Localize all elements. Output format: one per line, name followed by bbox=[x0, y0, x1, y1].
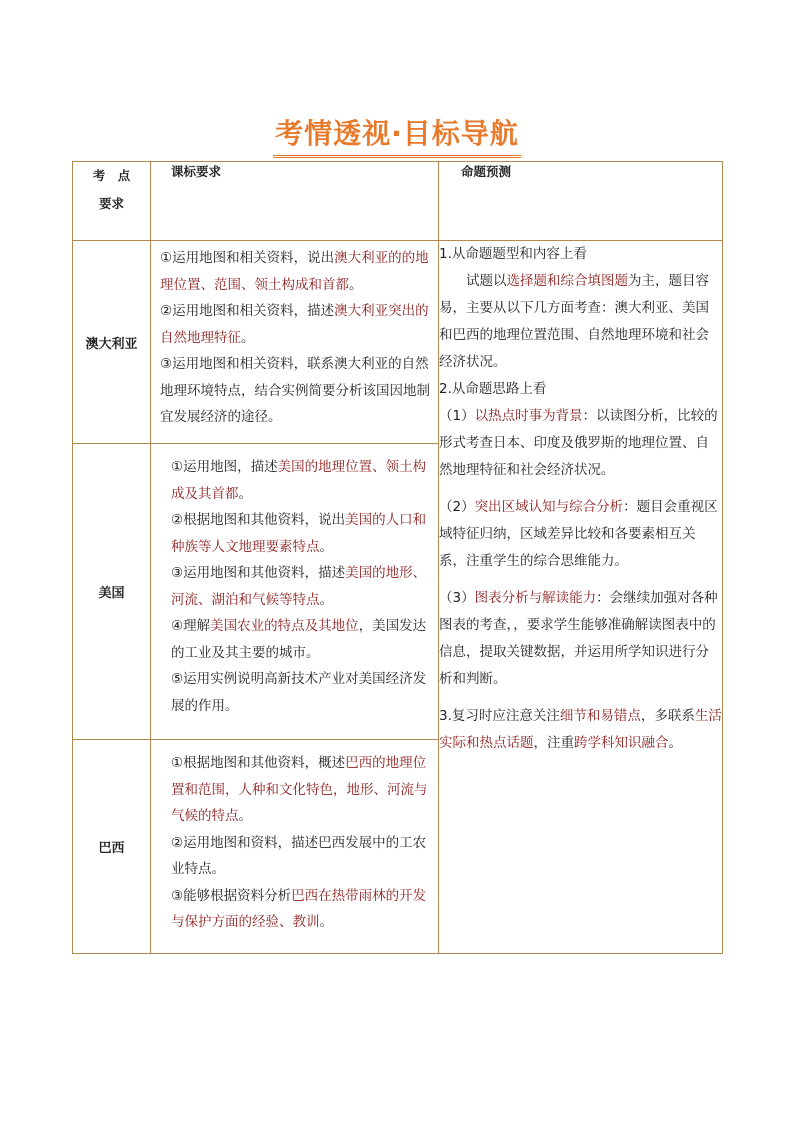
text-run: （1） bbox=[439, 408, 475, 424]
highlight-text: 选择题和综合填图题 bbox=[506, 273, 628, 289]
highlight-text: 美国的地形、河流、湖泊和气候等特点 bbox=[171, 565, 427, 608]
text-run: ，美国发达的工业及其主要的城市。 bbox=[171, 618, 427, 661]
highlight-text: 美国农业的特点及其地位 bbox=[210, 618, 359, 634]
text-run: （3） bbox=[439, 590, 475, 606]
requirement-item bbox=[171, 830, 432, 883]
prediction-paragraph bbox=[439, 376, 722, 403]
text-run: 。 bbox=[349, 276, 363, 293]
requirements-list bbox=[151, 444, 438, 725]
text-run: 。 bbox=[238, 808, 252, 824]
text-run: ②根据地图和其他资料，说出 bbox=[171, 512, 346, 528]
text-run: ③运用地图和相关资料，联系澳大利亚的自然地理环境特点，结合实例简要分析该国因地制宜发展经济的途径。 bbox=[160, 356, 430, 425]
requirements-usa bbox=[151, 444, 439, 740]
text-run: ①根据地图和其他资料，概述 bbox=[171, 755, 346, 771]
highlight-text: 以热点时事为背景 bbox=[474, 408, 583, 424]
text-run: 为主，题目容易，主要从以下几方面考查：澳大利亚、美国和巴西的地理位置范围、自然地理环境和社会经济状况。 bbox=[439, 273, 709, 370]
text-run: 。 bbox=[241, 329, 255, 346]
prediction-text bbox=[439, 241, 722, 757]
highlight-text: 巴西在热带雨林的开发与保护方面的经验、教训 bbox=[171, 887, 427, 930]
text-run: 。 bbox=[319, 914, 333, 930]
prediction-paragraph bbox=[439, 268, 722, 376]
text-run: ，多联系 bbox=[640, 708, 695, 724]
header-curriculum: 课标要求 bbox=[151, 162, 439, 241]
highlight-text: 跨学科知识融合 bbox=[574, 735, 669, 751]
prediction-paragraph bbox=[439, 241, 722, 268]
prediction-paragraph bbox=[439, 403, 722, 484]
highlight-text: 图表分析与解读能力 bbox=[474, 590, 597, 606]
highlight-text: 巴西的地理位置和范围，人种和文化特色，地形、河流与气候的特点 bbox=[171, 755, 428, 824]
prediction-cell bbox=[439, 241, 723, 954]
highlight-text: 澳大利亚的的地理位置、范围、领土构成和首都 bbox=[160, 250, 429, 293]
exam-point-usa: 美国 bbox=[73, 444, 151, 740]
text-run: ：题目会重视区域特征归纳，区域差异比较和各要素相互关系，注重学生的综合思维能力。 bbox=[439, 499, 718, 569]
requirement-item bbox=[171, 750, 432, 830]
requirement-item bbox=[171, 883, 432, 936]
text-run: ：以读图分析，比较的形式考查日本、印度及俄罗斯的地理位置、自然地理特征和社会经济状况。 bbox=[439, 408, 718, 478]
requirements-brazil bbox=[151, 740, 439, 954]
requirement-item bbox=[171, 613, 432, 666]
text-run: 3.复习时应注意关注 bbox=[439, 708, 560, 724]
requirements-list bbox=[151, 241, 438, 437]
highlight-text: 澳大利亚突出的自然地理特征 bbox=[160, 303, 429, 346]
text-run: ①运用地图和相关资料，说出 bbox=[160, 250, 335, 266]
requirements-australia bbox=[151, 241, 439, 444]
header-exam-point-line2: 要求 bbox=[98, 196, 124, 211]
exam-table bbox=[72, 161, 723, 954]
table-row-australia bbox=[73, 241, 723, 444]
requirements-list bbox=[151, 740, 438, 942]
header-prediction: 命题预测 bbox=[439, 162, 723, 241]
requirement-item bbox=[171, 666, 432, 719]
text-run: ③运用地图和其他资料，描述 bbox=[171, 565, 346, 581]
text-run: 。 bbox=[319, 591, 333, 608]
highlight-text: 细节和易错点 bbox=[559, 708, 641, 724]
requirement-item bbox=[171, 507, 432, 560]
text-run: ①运用地图，描述 bbox=[171, 459, 278, 475]
page-title: 考情透视·目标导航 bbox=[273, 112, 521, 158]
requirement-item bbox=[160, 298, 432, 351]
text-run: ④理解 bbox=[171, 618, 211, 634]
highlight-text: 美国的地理位置、领土构成及其首都 bbox=[171, 459, 427, 502]
text-run: 1.从命题题型和内容上看 bbox=[439, 246, 587, 262]
text-run: ：会继续加强对各种图表的考查，，要求学生能够准确解读图表中的信息，提取关键数据，并运用所学知识进行分析和判断。 bbox=[439, 590, 718, 687]
text-run: （2） bbox=[439, 499, 475, 515]
prediction-paragraph bbox=[439, 703, 722, 757]
requirement-item bbox=[171, 454, 432, 507]
text-run: ⑤运用实例说明高新技术产业对美国经济发展的作用。 bbox=[171, 671, 427, 714]
text-run: 试题以 bbox=[466, 273, 507, 289]
exam-point-brazil: 巴西 bbox=[73, 740, 151, 954]
text-run: ③能够根据资料分析 bbox=[171, 887, 292, 904]
prediction-paragraph bbox=[439, 494, 722, 575]
text-run: ，注重 bbox=[533, 735, 574, 751]
header-exam-point bbox=[73, 162, 151, 241]
highlight-text: 生活实际和热点话题 bbox=[439, 708, 722, 751]
highlight-text: 美国的人口和种族等人文地理要素特点 bbox=[171, 512, 427, 555]
text-run: 。 bbox=[238, 485, 252, 502]
highlight-text: 突出区域认知与综合分析 bbox=[474, 499, 624, 515]
page-title-wrap bbox=[0, 112, 794, 158]
table-header-row bbox=[73, 162, 723, 241]
text-run: 。 bbox=[319, 538, 333, 555]
requirement-item bbox=[160, 351, 432, 431]
header-exam-point-line1: 考 点 bbox=[92, 168, 131, 183]
text-run: ②运用地图和资料，描述巴西发展中的工农业特点。 bbox=[171, 834, 427, 877]
prediction-paragraph bbox=[439, 585, 722, 693]
requirement-item bbox=[160, 245, 432, 298]
text-run: 2.从命题思路上看 bbox=[439, 381, 547, 397]
exam-point-australia: 澳大利亚 bbox=[73, 241, 151, 444]
text-run: ②运用地图和相关资料，描述 bbox=[160, 303, 335, 319]
requirement-item bbox=[171, 560, 432, 613]
text-run: 。 bbox=[668, 735, 682, 751]
